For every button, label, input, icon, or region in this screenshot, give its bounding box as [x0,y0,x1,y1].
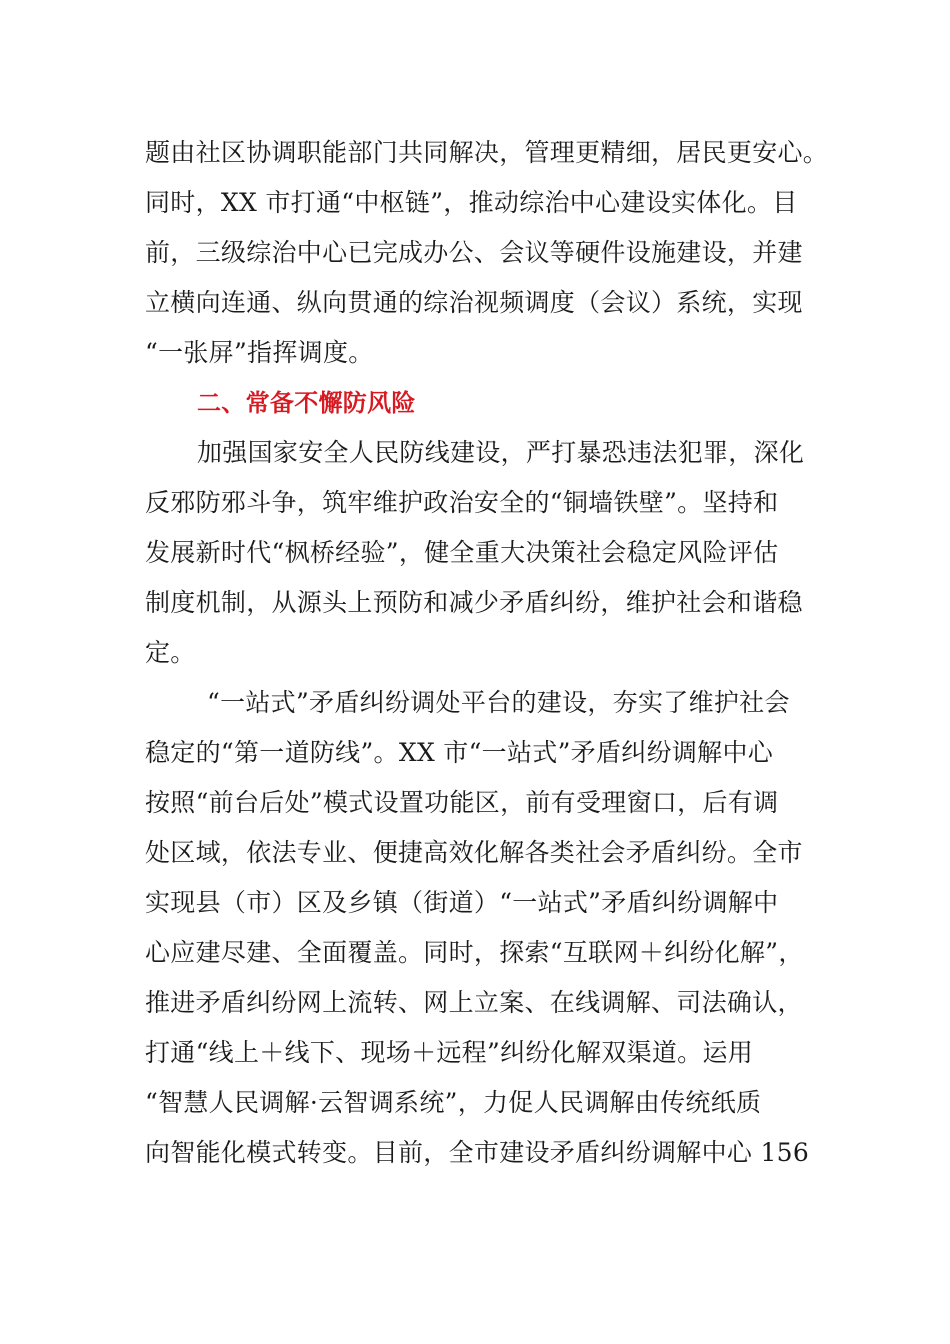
paragraph-1-line-3: 前，三级综治中心已完成办公、会议等硬件设施建设，并建 [145,238,803,267]
paragraph-3-line-2: 稳定的“第一道防线”。XX 市“一站式”矛盾纠纷调解中心 [145,738,774,767]
paragraph-3-line-6: 心应建尽建、全面覆盖。同时，探索“互联网＋纠纷化解”， [145,938,804,967]
section-heading-2: 二、常备不懈防风险 [197,389,416,417]
paragraph-2-line-2: 反邪防邪斗争，筑牢维护政治安全的“铜墙铁壁”。坚持和 [145,488,779,517]
paragraph-3-line-10: 向智能化模式转变。目前，全市建设矛盾纠纷调解中心 156 [145,1138,810,1167]
paragraph-3-line-7: 推进矛盾纠纷网上流转、网上立案、在线调解、司法确认， [145,988,803,1017]
paragraph-2 [145,428,805,678]
paragraph-1-line-4: 立横向连通、纵向贯通的综治视频调度（会议）系统，实现 [145,288,803,317]
paragraph-3-line-5: 实现县（市）区及乡镇（街道）“一站式”矛盾纠纷调解中 [145,888,779,917]
document-body [145,128,829,1178]
paragraph-2-line-4: 制度机制，从源头上预防和减少矛盾纠纷，维护社会和谐稳 [145,588,803,617]
paragraph-1-line-5: “一张屏”指挥调度。 [145,338,374,367]
paragraph-3-line-8: 打通“线上＋线下、现场＋远程”纠纷化解双渠道。运用 [145,1038,754,1067]
paragraph-1 [145,128,829,378]
paragraph-2-line-1: 加强国家安全人民防线建设，严打暴恐违法犯罪，深化 [197,438,805,467]
paragraph-1-line-2: 同时，XX 市打通“中枢链”，推动综治中心建设实体化。目 [145,188,798,217]
paragraph-2-line-5: 定。 [145,638,196,667]
paragraph-2-line-3: 发展新时代“枫桥经验”，健全重大决策社会稳定风险评估 [145,538,779,567]
paragraph-3-line-4: 处区域，依法专业、便捷高效化解各类社会矛盾纠纷。全市 [145,838,803,867]
paragraph-1-line-1: 题由社区协调职能部门共同解决，管理更精细，居民更安心。 [145,138,829,167]
paragraph-3-line-9: “智慧人民调解·云智调系统”，力促人民调解由传统纸质 [145,1088,762,1117]
paragraph-3-line-3: 按照“前台后处”模式设置功能区，前有受理窗口，后有调 [145,788,779,817]
paragraph-3-line-1: “一站式”矛盾纠纷调处平台的建设，夯实了维护社会 [207,688,790,717]
paragraph-3 [145,678,810,1178]
